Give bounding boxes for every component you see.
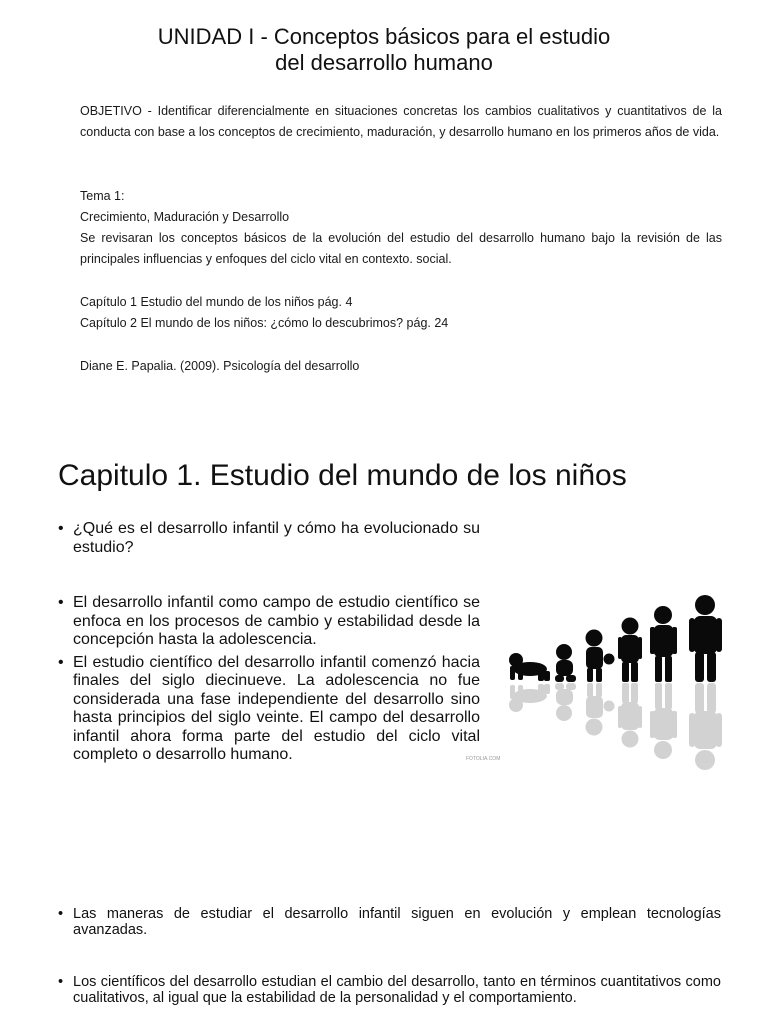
bibliography-reference: Diane E. Papalia. (2009). Psicología del desarrollo bbox=[80, 359, 360, 373]
growth-silhouettes-svg bbox=[458, 580, 738, 780]
theme-block bbox=[80, 186, 722, 270]
chapter-bullets-first bbox=[58, 520, 480, 557]
bullet-item: • ¿Qué es el desarrollo infantil y cómo ha evolucionado su estudio? bbox=[58, 520, 480, 557]
bullet-item: • El desarrollo infantil como campo de estudio científico se enfoca en los procesos de cambio y estabilidad desde la concepción hasta la adolescencia. bbox=[58, 594, 480, 650]
silhouettes bbox=[509, 595, 722, 682]
theme-title: Crecimiento, Maduración y Desarrollo bbox=[80, 210, 290, 224]
chapter-1-reference: Capítulo 1 Estudio del mundo de los niños pág. 4 bbox=[80, 295, 353, 309]
image-watermark: FOTOLIA.COM bbox=[466, 756, 501, 762]
child-with-ball-silhouette bbox=[586, 630, 615, 683]
crawling-baby-silhouette bbox=[509, 653, 550, 681]
theme-label: Tema 1: bbox=[80, 189, 125, 203]
chapter-2-reference: Capítulo 2 El mundo de los niños: ¿cómo lo descubrimos? pág. 24 bbox=[80, 316, 449, 330]
child-silhouette bbox=[618, 618, 642, 683]
chapter-bullets-second bbox=[58, 594, 480, 765]
bullet-item: • Las maneras de estudiar el desarrollo infantil siguen en evolución y emplean tecnologías avanzadas. bbox=[58, 906, 721, 938]
chapter-references bbox=[80, 292, 722, 334]
adult-silhouette bbox=[689, 595, 722, 682]
chapter-title: Capitulo 1. Estudio del mundo de los niños bbox=[58, 459, 627, 492]
objective-paragraph: OBJETIVO - Identificar diferencialmente en situaciones concretas los cambios cualitativos y cuantitativos de la conducta con base a los conceptos de crecimiento, maduración, y desarrollo humano en los primeros años de vida. bbox=[80, 104, 722, 139]
adolescent-silhouette bbox=[650, 606, 677, 682]
page-title-line-2: del desarrollo humano bbox=[275, 50, 493, 75]
chapter-bullets-fourth bbox=[58, 974, 721, 1006]
human-growth-silhouettes-image bbox=[458, 580, 738, 780]
theme-description: Se revisaran los conceptos básicos de la evolución del estudio del desarrollo humano bajo la revisión de las principales influencias y enfoques del ciclo vital en contexto. social. bbox=[80, 231, 722, 266]
toddler-silhouette bbox=[555, 644, 576, 682]
bullet-item: • El estudio científico del desarrollo infantil comenzó hacia finales del siglo diecinueve. La adolescencia no fue considerada una fase independiente del desarrollo sino hasta principios del siglo veinte. El campo del desarrollo infantil ahora forma parte del estudio del ciclo vital completo o desarrollo humano. bbox=[58, 654, 480, 765]
bullet-item: • Los científicos del desarrollo estudian el cambio del desarrollo, tanto en términos cuantitativos como cualitativos, al igual que la estabilidad de la personalidad y el comportamiento. bbox=[58, 974, 721, 1006]
chapter-bullets-third bbox=[58, 906, 721, 938]
page-title-line-1: UNIDAD I - Conceptos básicos para el estudio bbox=[157, 24, 611, 49]
page-title bbox=[0, 24, 768, 76]
